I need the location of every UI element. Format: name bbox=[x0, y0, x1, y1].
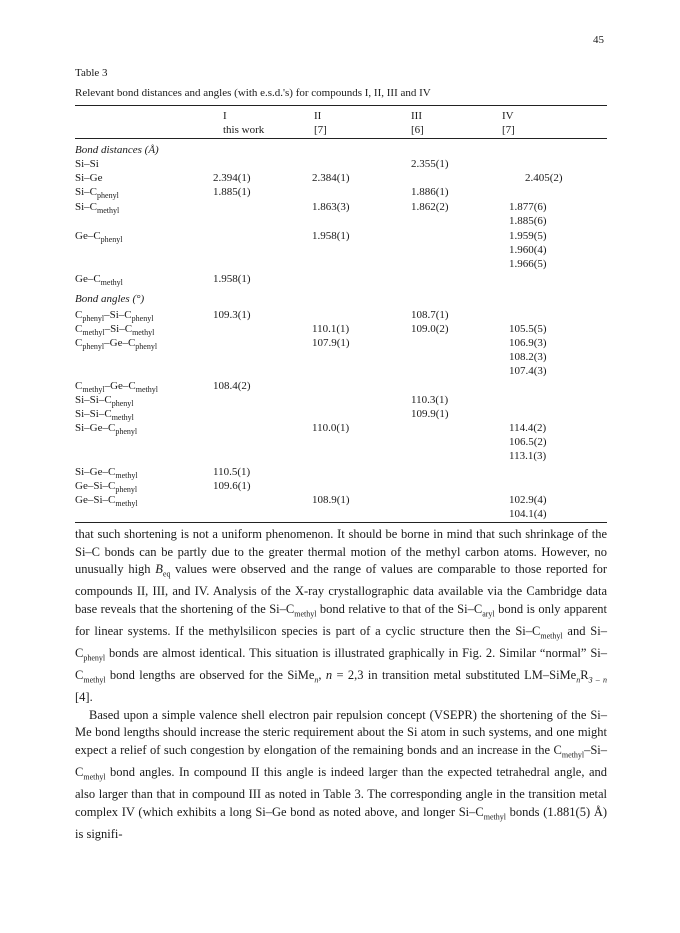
text-sub: phenyl bbox=[83, 653, 106, 663]
value-si-ge-cph-IV-1: 114.4(2) bbox=[509, 422, 547, 434]
text-sub: methyl bbox=[483, 812, 506, 822]
value-cme-si-cme-IV: 105.5(5) bbox=[509, 323, 547, 335]
value-ge-c-phenyl-IV-3: 1.966(5) bbox=[509, 258, 547, 270]
text-run-italic: n bbox=[325, 668, 333, 683]
row-label-si-c-phenyl-sub: phenyl bbox=[97, 191, 119, 201]
column-head-3-roman: III bbox=[411, 110, 422, 122]
row-label-si-c-methyl-sub: methyl bbox=[97, 206, 120, 216]
label-part: –Si–C bbox=[104, 323, 133, 335]
text-sub: aryl bbox=[482, 609, 495, 619]
distances-section-title: Bond distances (Å) bbox=[75, 144, 159, 156]
text-sub-italic: n bbox=[314, 675, 319, 685]
text-run: and Si–C bbox=[75, 623, 607, 661]
value-cph-si-cph-III: 108.7(1) bbox=[411, 309, 449, 321]
value-ge-c-phenyl-II: 1.958(1) bbox=[312, 230, 350, 242]
table-top-rule bbox=[75, 105, 607, 106]
value-si-c-methyl-III: 1.862(2) bbox=[411, 201, 449, 213]
label-sub: methyl bbox=[132, 328, 155, 338]
text-run: –Si–C bbox=[75, 743, 607, 780]
value-cme-si-cme-II: 110.1(1) bbox=[312, 323, 350, 335]
label-part: Si–Si–C bbox=[75, 408, 112, 420]
value-si-c-phenyl-III: 1.886(1) bbox=[411, 186, 449, 198]
value-cph-ge-cph-IV-3: 107.4(3) bbox=[509, 365, 547, 377]
label-part: C bbox=[75, 309, 83, 321]
label-sub: phenyl bbox=[135, 342, 158, 352]
paragraph-1 bbox=[75, 526, 607, 707]
label-part: –Si–C bbox=[104, 309, 132, 321]
value-si-c-methyl-IV-2: 1.885(6) bbox=[509, 215, 547, 227]
value-ge-si-cph-I: 109.6(1) bbox=[213, 480, 251, 492]
label-part: Si–Si–C bbox=[75, 394, 112, 406]
label-sub: methyl bbox=[135, 385, 158, 395]
value-si-c-methyl-II: 1.863(3) bbox=[312, 201, 350, 213]
value-si-ge-I: 2.394(1) bbox=[213, 172, 251, 184]
label-sub: methyl bbox=[115, 471, 138, 481]
row-label-ge-c-methyl-sub: methyl bbox=[100, 278, 123, 288]
table-caption: Relevant bond distances and angles (with e.s.d.'s) for compounds I, II, III and IV bbox=[75, 87, 431, 99]
label-sub: methyl bbox=[111, 413, 134, 423]
value-cph-ge-cph-IV-1: 106.9(3) bbox=[509, 337, 547, 349]
column-head-4 bbox=[502, 110, 515, 136]
label-sub: methyl bbox=[82, 328, 105, 338]
value-si-c-phenyl-I: 1.885(1) bbox=[213, 186, 251, 198]
label-part: Si–Ge–C bbox=[75, 466, 116, 478]
label-sub: phenyl bbox=[131, 314, 154, 324]
label-sub: methyl bbox=[82, 385, 105, 395]
text-run: bonds are almost identical. This situation is illustrated graphically in Fig. 2. Similar “normal” Si–C bbox=[75, 646, 607, 683]
text-sub: methyl bbox=[83, 675, 106, 685]
value-si-ge-IV: 2.405(2) bbox=[525, 172, 563, 184]
value-ge-si-cme-IV-2: 104.1(4) bbox=[509, 508, 547, 520]
value-si-ge-cph-IV-2: 106.5(2) bbox=[509, 436, 547, 448]
text-sub-italic: n bbox=[576, 675, 581, 685]
angles-section-title: Bond angles (°) bbox=[75, 293, 145, 305]
paragraph-2 bbox=[75, 707, 607, 844]
column-head-1 bbox=[223, 110, 264, 136]
text-sub: methyl bbox=[540, 631, 563, 641]
value-si-ge-II: 2.384(1) bbox=[312, 172, 350, 184]
column-head-2-roman: II bbox=[314, 110, 322, 122]
label-sub: methyl bbox=[115, 499, 138, 509]
row-label-si-c-methyl bbox=[75, 201, 119, 217]
page-number: 45 bbox=[593, 34, 604, 46]
value-cme-ge-cme-I: 108.4(2) bbox=[213, 380, 251, 392]
text-sub: methyl bbox=[561, 750, 585, 760]
label-part: Si–Ge–C bbox=[75, 422, 116, 434]
value-si-si-cme-III: 109.9(1) bbox=[411, 408, 449, 420]
value-cph-ge-cph-II: 107.9(1) bbox=[312, 337, 350, 349]
column-head-3-ref: [6] bbox=[411, 124, 424, 136]
row-label-cph-ge-cph bbox=[75, 337, 157, 353]
row-label-si-si: Si–Si bbox=[75, 158, 99, 170]
text-run-italic: B bbox=[155, 562, 163, 577]
label-sub: phenyl bbox=[82, 314, 105, 324]
column-head-1-roman: I bbox=[223, 110, 227, 122]
row-label-ge-c-methyl-base: Ge–C bbox=[75, 273, 101, 285]
body-text bbox=[75, 526, 607, 844]
row-label-ge-c-phenyl-base: Ge–C bbox=[75, 230, 101, 242]
value-ge-c-methyl-I: 1.958(1) bbox=[213, 273, 251, 285]
text-run: R bbox=[580, 668, 589, 683]
text-run: bond is only apparent for linear systems. If the methylsilicon species is part of a cyclic structure then the Si–C bbox=[75, 601, 608, 638]
text-run: bond relative to that of the Si–C bbox=[316, 601, 483, 616]
row-label-si-c-phenyl bbox=[75, 186, 119, 202]
text-sub: methyl bbox=[294, 609, 317, 619]
row-label-si-ge-cph bbox=[75, 422, 137, 438]
row-label-ge-si-cme bbox=[75, 494, 138, 510]
label-sub: phenyl bbox=[82, 342, 105, 352]
label-part: Ge–Si–C bbox=[75, 494, 116, 506]
text-run: that such shortening is not a uniform phenomenon. It should be borne in mind that such shrinkage of the Si–C bonds can be partly due to the greater thermal motion of the methyl carbon atoms. However, no unusually high bbox=[75, 527, 607, 577]
value-ge-si-cme-II: 108.9(1) bbox=[312, 494, 350, 506]
label-part: C bbox=[75, 337, 83, 349]
value-si-ge-cme-I: 110.5(1) bbox=[213, 466, 251, 478]
text-run: bonds (1.881(5) Å) is signifi- bbox=[75, 804, 608, 841]
column-head-4-ref: [7] bbox=[502, 124, 515, 136]
text-run: bond angles. In compound II this angle is indeed larger than the expected tetrahedral angle, and also larger than that in compound III as noted in Table 3. The corresponding angle in the transition metal complex IV (which exhibits a long Si–Ge bond as noted above, and longer Si–C bbox=[75, 765, 607, 819]
value-cph-ge-cph-IV-2: 108.2(3) bbox=[509, 351, 547, 363]
text-run: [4]. bbox=[75, 690, 93, 705]
value-si-si-cph-III: 110.3(1) bbox=[411, 394, 449, 406]
text-sub: methyl bbox=[83, 772, 106, 782]
table-label: Table 3 bbox=[75, 67, 108, 79]
row-label-ge-c-methyl bbox=[75, 273, 123, 289]
row-label-ge-c-phenyl-sub: phenyl bbox=[100, 235, 123, 245]
value-si-ge-cph-II: 110.0(1) bbox=[312, 422, 350, 434]
row-label-si-ge: Si–Ge bbox=[75, 172, 103, 184]
column-head-2-ref: [7] bbox=[314, 124, 327, 136]
table-bottom-rule bbox=[75, 522, 607, 523]
value-si-ge-cph-IV-3: 113.1(3) bbox=[509, 450, 547, 462]
label-part: Ge–Si–C bbox=[75, 480, 116, 492]
row-label-si-c-methyl-base: Si–C bbox=[75, 201, 98, 213]
column-head-4-roman: IV bbox=[502, 110, 514, 122]
label-part: C bbox=[75, 380, 83, 392]
label-part: C bbox=[75, 323, 83, 335]
row-label-ge-c-phenyl bbox=[75, 230, 122, 246]
label-part: –Ge–C bbox=[104, 337, 136, 349]
column-head-1-ref: this work bbox=[223, 124, 265, 136]
text-run: values were observed and the range of values are comparable to those reported for compounds II, III, and IV. Analysis of the X-ray crystallographic data available via the Cambridge data base reveals that the shortening of the Si–C bbox=[75, 562, 607, 616]
value-si-si-III: 2.355(1) bbox=[411, 158, 449, 170]
value-si-c-methyl-IV-1: 1.877(6) bbox=[509, 201, 547, 213]
text-sub: eq bbox=[162, 569, 171, 579]
value-ge-c-phenyl-IV-2: 1.960(4) bbox=[509, 244, 547, 256]
label-sub: phenyl bbox=[115, 427, 138, 437]
row-label-si-c-phenyl-base: Si–C bbox=[75, 186, 98, 198]
value-cph-si-cph-I: 109.3(1) bbox=[213, 309, 251, 321]
text-run: = 2,3 in transition metal substituted LM–SiMe bbox=[332, 668, 577, 683]
text-run: Based upon a simple valence shell electron pair repulsion concept (VSEPR) the shortening of the Si–Me bond lengths should increase the steric requirement about the Si atom in such systems, and one might expect a relief of such congestion by elongation of the remaining bonds and an increase in the C bbox=[75, 707, 607, 758]
text-run: , bbox=[318, 668, 326, 683]
text-run: bond lengths are observed for the SiMe bbox=[105, 668, 315, 683]
table-header-rule bbox=[75, 138, 607, 139]
label-sub: phenyl bbox=[115, 485, 138, 495]
column-head-3 bbox=[411, 110, 424, 136]
value-ge-c-phenyl-IV-1: 1.959(5) bbox=[509, 230, 547, 242]
value-cme-si-cme-III: 109.0(2) bbox=[411, 323, 449, 335]
label-sub: phenyl bbox=[111, 399, 134, 409]
label-part: –Ge–C bbox=[104, 380, 136, 392]
column-head-2 bbox=[314, 110, 327, 136]
text-sub-italic: 3 – n bbox=[588, 675, 608, 685]
value-ge-si-cme-IV-1: 102.9(4) bbox=[509, 494, 547, 506]
